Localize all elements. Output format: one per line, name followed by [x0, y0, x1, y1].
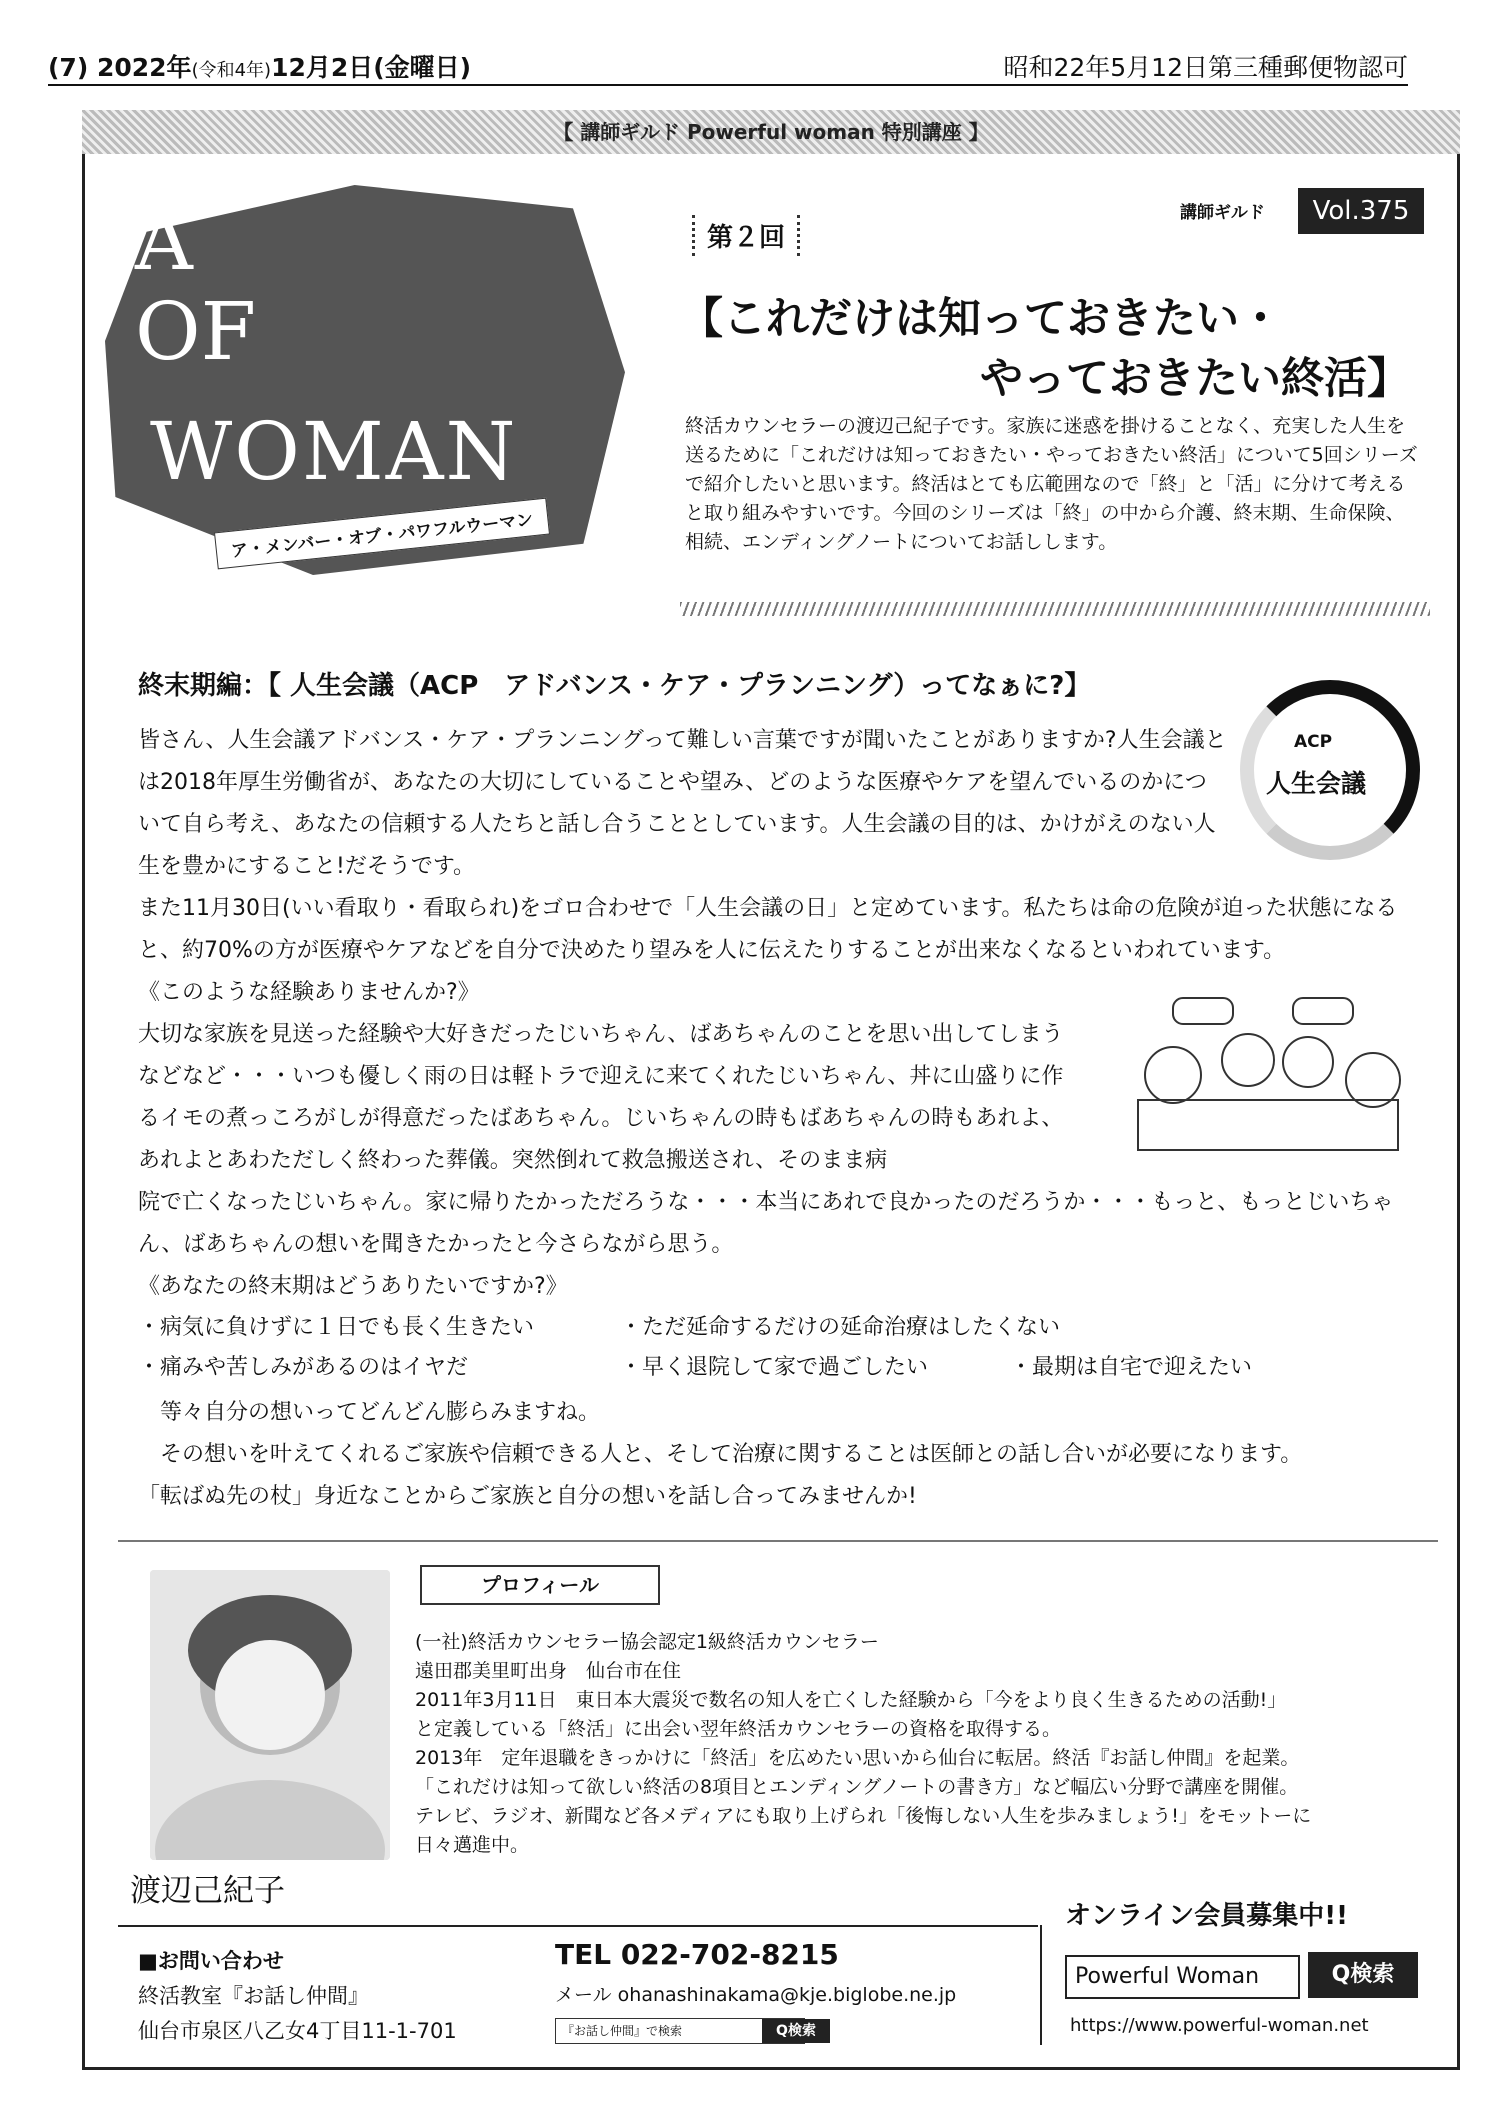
contact-search-box: 『お話し仲間』で検索 [555, 2018, 805, 2044]
profile-line: 日々邁進中。 [415, 1834, 530, 1856]
date-month-day: 12月2日(金曜日) [271, 53, 472, 82]
article-title-line1: 【これだけは知っておきたい・ [680, 294, 1282, 344]
body-paragraph-1: 皆さん、人生会議アドバンス・ケア・プランニングって難しい言葉ですが聞いたことがありますか?人生会議とは2018年厚生労働省が、あなたの大切にしていることや望み、どのような医療やケアを望んでいるのかについて自ら考え、あなたの信頼する人たちと話し合うこととしています。人生会議の目的は、かけがえのない人生を豊かにすること!だそうです。 [138, 728, 1227, 879]
online-url: https://www.powerful-woman.net [1070, 2015, 1369, 2036]
series-logo [95, 165, 655, 615]
contact-search-button: Q検索 [762, 2019, 830, 2043]
series-banner: 【 講師ギルド Powerful woman 特別講座 】 [82, 110, 1460, 154]
profile-text [415, 1628, 1425, 1860]
wish-item-2: ・ただ延命するだけの延命治療はしたくない [620, 1315, 1061, 1340]
wish-item-5: ・最期は自宅で迎えたい [1010, 1355, 1253, 1380]
profile-line: 遠田郡美里町出身 仙台市在住 [415, 1660, 682, 1682]
date-year: 2022年 [96, 53, 192, 82]
footer-divider [1040, 1925, 1042, 2045]
body-paragraph-4: 院で亡くなったじいちゃん。家に帰りたかっただろうな・・・本当にあれで良かったのだろうか・・・もっと、もっとじいちゃん、ばあちゃんの想いを聞きたかったと今さらながら思う。 [138, 1190, 1394, 1257]
profile-line: 2013年 定年退職をきっかけに「終活」を広めたい思いから仙台に転居。終活『お話し仲間』を起業。 [415, 1747, 1300, 1769]
profile-line: (一社)終活カウンセラー協会認定1級終活カウンセラー [415, 1631, 879, 1653]
profile-tag: プロフィール [420, 1565, 660, 1605]
postal-permit: 昭和22年5月12日第三種郵便物認可 [1003, 53, 1408, 82]
page-header [48, 42, 1408, 86]
contact-tel: TEL 022-702-8215 [555, 1938, 839, 1971]
acp-logo-name: 人生会議 [1266, 769, 1367, 798]
profile-photo [150, 1570, 390, 1860]
profile-line: 2011年3月11日 東日本大震災で数名の知人を亡くした経験から「今をより良く生きるための活動!」 [415, 1689, 1287, 1711]
issue-date [48, 48, 471, 84]
online-search-box: Powerful Woman [1065, 1955, 1300, 1999]
contact-mail: メール ohanashinakama@kje.biglobe.ne.jp [555, 1984, 957, 2006]
acp-logo-label: ACP [1294, 732, 1333, 752]
logo-line-a: A [135, 195, 193, 288]
acp-logo [1240, 680, 1420, 860]
question-2: 《あなたの終末期はどうありたいですか?》 [138, 1274, 568, 1299]
wish-item-1: ・病気に負けずに１日でも長く生きたい [138, 1315, 535, 1340]
divider [680, 602, 1430, 616]
profile-line: 「これだけは知って欲しい終活の8項目とエンディングノートの書き方」など幅広い分野で講座を開催。 [415, 1776, 1299, 1798]
question-1: 《このような経験ありませんか?》 [138, 980, 480, 1005]
date-era: (令和4年) [191, 60, 272, 81]
body-paragraph-2: また11月30日(いい看取り・看取られ)をゴロ合わせで「人生会議の日」と定めています。私たちは命の危険が迫った状態になると、約70%の方が医療やケアなどを自分で決めたり望みを人に伝えたりすることが出来なくなるといわれています。 [138, 896, 1398, 963]
body-paragraph-3: 大切な家族を見送った経験や大好きだったじいちゃん、ばあちゃんのことを思い出してしまうなどなど・・・いつも優しく雨の日は軽トラで迎えに来てくれたじいちゃん、丼に山盛りに作るイモの煮っころがしが得意だったばあちゃん。じいちゃんの時もばあちゃんの時もあれよ、あれよとあわただしく終わった葬儀。突然倒れて救急搬送され、そのまま病 [138, 1022, 1064, 1173]
contact-label: ■お問い合わせ [138, 1949, 284, 1973]
profile-name: 渡辺己紀子 [130, 1873, 285, 1909]
page-number: (7) [48, 53, 89, 82]
online-title: オンライン会員募集中!! [1065, 1901, 1348, 1931]
profile-line: テレビ、ラジオ、新聞など各メディアにも取り上げられ「後悔しない人生を歩みましょう!」をモットーに [415, 1805, 1312, 1827]
episode-label: 第２回 [692, 215, 800, 256]
logo-line-of: OF [135, 285, 257, 378]
wish-item-3: ・痛みや苦しみがあるのはイヤだ [138, 1355, 469, 1380]
logo-subtitle: ア・メンバー・オブ・パワフルウーマン [214, 498, 550, 570]
profile-line: と定義している「終活」に出会い翌年終活カウンセラーの資格を取得する。 [415, 1718, 1062, 1740]
logo-line-woman: WOMAN [150, 405, 518, 498]
closing-line-1: 等々自分の想いってどんどん膨らみますね。 [160, 1400, 601, 1425]
wish-item-4: ・早く退院して家で過ごしたい [620, 1355, 929, 1380]
contact-org: 終活教室『お話し仲間』 [138, 1984, 369, 2008]
closing-line-2: その想いを叶えてくれるご家族や信頼できる人と、そして治療に関することは医師との話し合いが必要になります。 [160, 1442, 1303, 1467]
guild-label: 講師ギルド [1180, 203, 1265, 223]
contact-address: 仙台市泉区八乙女4丁目11-1-701 [138, 2019, 457, 2043]
intro-paragraph: 終活カウンセラーの渡辺己紀子です。家族に迷惑を掛けることなく、充実した人生を送るために「これだけは知っておきたい・やっておきたい終活」について5回シリーズで紹介したいと思います。終活はとても広範囲なので「終」と「活」に分けて考えると取り組みやすいです。今回のシリーズは「終」の中から介護、終末期、生命保険、相続、エンディングノートについてお話しします。 [685, 415, 1418, 553]
section-heading: 終末期編：【 人生会議（ACP アドバンス・ケア・プランニング）ってなぁに?】 [138, 671, 1091, 701]
article-title-line2: やっておきたい終活】 [980, 354, 1410, 404]
contact-divider [118, 1925, 1038, 1927]
volume-badge: Vol.375 [1298, 188, 1424, 234]
closing-line-3: 「転ばぬ先の杖」身近なことからご家族と自分の想いを話し合ってみませんか! [138, 1484, 917, 1509]
closing-paragraph [138, 1392, 1428, 1518]
family-discussion-illustration [1118, 990, 1418, 1165]
online-search-button: Q検索 [1308, 1952, 1418, 1998]
